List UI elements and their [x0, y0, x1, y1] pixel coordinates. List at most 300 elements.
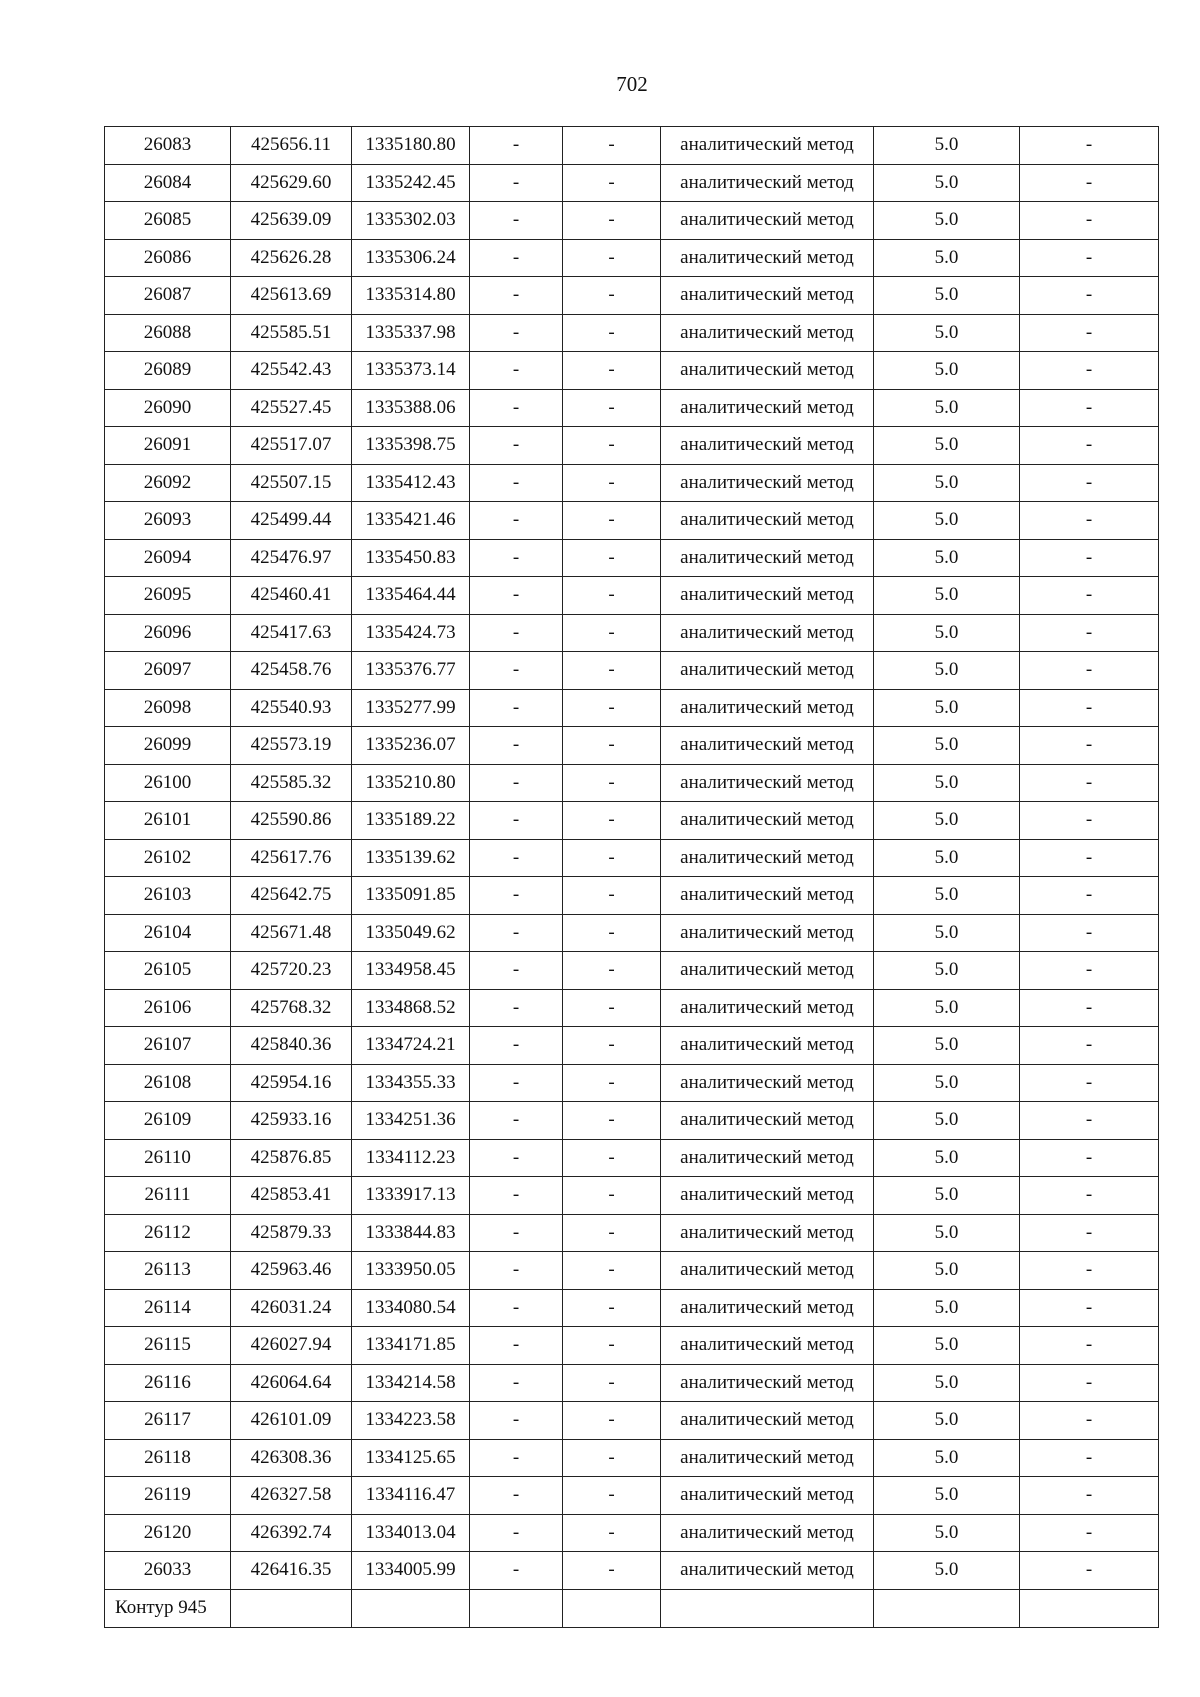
dash-cell: -: [563, 1327, 661, 1365]
method-cell: аналитический метод: [661, 314, 874, 352]
dash-cell: -: [470, 1289, 563, 1327]
dash-cell: -: [1020, 1477, 1159, 1515]
dash-cell: -: [1020, 802, 1159, 840]
dash-cell: -: [470, 989, 563, 1027]
y-coordinate-cell: 1335189.22: [352, 802, 470, 840]
method-cell: аналитический метод: [661, 127, 874, 165]
table-row: [105, 164, 1159, 202]
x-coordinate-cell: 425954.16: [231, 1064, 352, 1102]
dash-cell: -: [563, 1252, 661, 1290]
y-coordinate-cell: 1335180.80: [352, 127, 470, 165]
dash-cell: -: [563, 1289, 661, 1327]
method-cell: аналитический метод: [661, 1064, 874, 1102]
dash-cell: -: [1020, 464, 1159, 502]
dash-cell: -: [1020, 1139, 1159, 1177]
empty-cell: [874, 1589, 1020, 1627]
point-number-cell: 26117: [105, 1402, 231, 1440]
dash-cell: -: [563, 1102, 661, 1140]
method-cell: аналитический метод: [661, 1289, 874, 1327]
dash-cell: -: [563, 427, 661, 465]
accuracy-cell: 5.0: [874, 202, 1020, 240]
point-number-cell: 26089: [105, 352, 231, 390]
dash-cell: -: [1020, 1439, 1159, 1477]
x-coordinate-cell: 425527.45: [231, 389, 352, 427]
table-row: [105, 502, 1159, 540]
dash-cell: -: [1020, 1102, 1159, 1140]
x-coordinate-cell: 425507.15: [231, 464, 352, 502]
point-number-cell: 26033: [105, 1552, 231, 1590]
point-number-cell: 26099: [105, 727, 231, 765]
dash-cell: -: [563, 614, 661, 652]
empty-cell: [231, 1589, 352, 1627]
dash-cell: -: [470, 877, 563, 915]
dash-cell: -: [470, 1102, 563, 1140]
accuracy-cell: 5.0: [874, 689, 1020, 727]
dash-cell: -: [470, 1439, 563, 1477]
y-coordinate-cell: 1335450.83: [352, 539, 470, 577]
table-row: [105, 1439, 1159, 1477]
table-row: [105, 389, 1159, 427]
dash-cell: -: [563, 277, 661, 315]
method-cell: аналитический метод: [661, 1139, 874, 1177]
point-number-cell: 26107: [105, 1027, 231, 1065]
x-coordinate-cell: 425540.93: [231, 689, 352, 727]
dash-cell: -: [563, 1214, 661, 1252]
x-coordinate-cell: 425499.44: [231, 502, 352, 540]
x-coordinate-cell: 426416.35: [231, 1552, 352, 1590]
dash-cell: -: [1020, 202, 1159, 240]
x-coordinate-cell: 425629.60: [231, 164, 352, 202]
method-cell: аналитический метод: [661, 352, 874, 390]
y-coordinate-cell: 1335376.77: [352, 652, 470, 690]
method-cell: аналитический метод: [661, 764, 874, 802]
dash-cell: -: [563, 802, 661, 840]
table-row: [105, 1364, 1159, 1402]
dash-cell: -: [563, 1439, 661, 1477]
x-coordinate-cell: 425617.76: [231, 839, 352, 877]
dash-cell: -: [1020, 314, 1159, 352]
dash-cell: -: [1020, 352, 1159, 390]
point-number-cell: 26118: [105, 1439, 231, 1477]
method-cell: аналитический метод: [661, 1439, 874, 1477]
point-number-cell: 26100: [105, 764, 231, 802]
method-cell: аналитический метод: [661, 1214, 874, 1252]
table-row: [105, 989, 1159, 1027]
table-row: [105, 539, 1159, 577]
y-coordinate-cell: 1334958.45: [352, 952, 470, 990]
dash-cell: -: [563, 989, 661, 1027]
accuracy-cell: 5.0: [874, 1177, 1020, 1215]
x-coordinate-cell: 426031.24: [231, 1289, 352, 1327]
dash-cell: -: [1020, 539, 1159, 577]
dash-cell: -: [1020, 277, 1159, 315]
dash-cell: -: [1020, 727, 1159, 765]
dash-cell: -: [1020, 1327, 1159, 1365]
point-number-cell: 26087: [105, 277, 231, 315]
dash-cell: -: [470, 914, 563, 952]
dash-cell: -: [563, 1552, 661, 1590]
table-row: [105, 127, 1159, 165]
dash-cell: -: [1020, 1289, 1159, 1327]
method-cell: аналитический метод: [661, 389, 874, 427]
method-cell: аналитический метод: [661, 1252, 874, 1290]
table-row: [105, 614, 1159, 652]
dash-cell: -: [470, 1139, 563, 1177]
dash-cell: -: [470, 389, 563, 427]
dash-cell: -: [1020, 1214, 1159, 1252]
point-number-cell: 26112: [105, 1214, 231, 1252]
dash-cell: -: [563, 502, 661, 540]
accuracy-cell: 5.0: [874, 727, 1020, 765]
x-coordinate-cell: 426064.64: [231, 1364, 352, 1402]
x-coordinate-cell: 426308.36: [231, 1439, 352, 1477]
table-body: [105, 127, 1159, 1590]
dash-cell: -: [1020, 952, 1159, 990]
accuracy-cell: 5.0: [874, 127, 1020, 165]
method-cell: аналитический метод: [661, 239, 874, 277]
dash-cell: -: [563, 727, 661, 765]
point-number-cell: 26104: [105, 914, 231, 952]
table-row: [105, 1139, 1159, 1177]
dash-cell: -: [470, 239, 563, 277]
method-cell: аналитический метод: [661, 952, 874, 990]
table-row: [105, 652, 1159, 690]
y-coordinate-cell: 1334214.58: [352, 1364, 470, 1402]
x-coordinate-cell: 426101.09: [231, 1402, 352, 1440]
y-coordinate-cell: 1335242.45: [352, 164, 470, 202]
y-coordinate-cell: 1335210.80: [352, 764, 470, 802]
coordinates-table: [104, 126, 1159, 1628]
dash-cell: -: [470, 502, 563, 540]
table-row: [105, 427, 1159, 465]
contour-label: Контур 945: [105, 1589, 231, 1627]
table-row: [105, 1102, 1159, 1140]
dash-cell: -: [563, 1064, 661, 1102]
dash-cell: -: [563, 164, 661, 202]
table-row: [105, 952, 1159, 990]
dash-cell: -: [1020, 389, 1159, 427]
x-coordinate-cell: 425963.46: [231, 1252, 352, 1290]
x-coordinate-cell: 425590.86: [231, 802, 352, 840]
y-coordinate-cell: 1334355.33: [352, 1064, 470, 1102]
y-coordinate-cell: 1334116.47: [352, 1477, 470, 1515]
accuracy-cell: 5.0: [874, 352, 1020, 390]
point-number-cell: 26116: [105, 1364, 231, 1402]
table-row: [105, 239, 1159, 277]
y-coordinate-cell: 1334171.85: [352, 1327, 470, 1365]
method-cell: аналитический метод: [661, 1027, 874, 1065]
method-cell: аналитический метод: [661, 1514, 874, 1552]
x-coordinate-cell: 425613.69: [231, 277, 352, 315]
dash-cell: -: [470, 727, 563, 765]
dash-cell: -: [1020, 1064, 1159, 1102]
dash-cell: -: [470, 352, 563, 390]
point-number-cell: 26115: [105, 1327, 231, 1365]
dash-cell: -: [1020, 239, 1159, 277]
y-coordinate-cell: 1333950.05: [352, 1252, 470, 1290]
point-number-cell: 26097: [105, 652, 231, 690]
dash-cell: -: [563, 577, 661, 615]
y-coordinate-cell: 1335049.62: [352, 914, 470, 952]
dash-cell: -: [470, 614, 563, 652]
method-cell: аналитический метод: [661, 1102, 874, 1140]
point-number-cell: 26119: [105, 1477, 231, 1515]
point-number-cell: 26091: [105, 427, 231, 465]
method-cell: аналитический метод: [661, 1477, 874, 1515]
dash-cell: -: [1020, 427, 1159, 465]
table-row: [105, 839, 1159, 877]
method-cell: аналитический метод: [661, 427, 874, 465]
page-number: 702: [616, 72, 648, 96]
dash-cell: -: [563, 1364, 661, 1402]
dash-cell: -: [470, 577, 563, 615]
empty-cell: [352, 1589, 470, 1627]
y-coordinate-cell: 1334724.21: [352, 1027, 470, 1065]
point-number-cell: 26105: [105, 952, 231, 990]
point-number-cell: 26096: [105, 614, 231, 652]
dash-cell: -: [470, 839, 563, 877]
dash-cell: -: [470, 1364, 563, 1402]
accuracy-cell: 5.0: [874, 1402, 1020, 1440]
dash-cell: -: [1020, 1514, 1159, 1552]
y-coordinate-cell: 1335091.85: [352, 877, 470, 915]
x-coordinate-cell: 425671.48: [231, 914, 352, 952]
x-coordinate-cell: 425639.09: [231, 202, 352, 240]
table-row: [105, 1289, 1159, 1327]
dash-cell: -: [470, 1402, 563, 1440]
method-cell: аналитический метод: [661, 1364, 874, 1402]
dash-cell: -: [470, 1214, 563, 1252]
point-number-cell: 26103: [105, 877, 231, 915]
table-row: [105, 802, 1159, 840]
point-number-cell: 26095: [105, 577, 231, 615]
dash-cell: -: [470, 1552, 563, 1590]
y-coordinate-cell: 1334125.65: [352, 1439, 470, 1477]
dash-cell: -: [563, 914, 661, 952]
accuracy-cell: 5.0: [874, 502, 1020, 540]
point-number-cell: 26094: [105, 539, 231, 577]
dash-cell: -: [563, 1139, 661, 1177]
dash-cell: -: [470, 1514, 563, 1552]
accuracy-cell: 5.0: [874, 614, 1020, 652]
dash-cell: -: [1020, 764, 1159, 802]
dash-cell: -: [470, 1177, 563, 1215]
accuracy-cell: 5.0: [874, 839, 1020, 877]
x-coordinate-cell: 426392.74: [231, 1514, 352, 1552]
method-cell: аналитический метод: [661, 689, 874, 727]
point-number-cell: 26092: [105, 464, 231, 502]
empty-cell: [470, 1589, 563, 1627]
x-coordinate-cell: 425768.32: [231, 989, 352, 1027]
accuracy-cell: 5.0: [874, 1064, 1020, 1102]
dash-cell: -: [563, 1477, 661, 1515]
accuracy-cell: 5.0: [874, 652, 1020, 690]
point-number-cell: 26111: [105, 1177, 231, 1215]
contour-row: [105, 1589, 1159, 1627]
dash-cell: -: [563, 689, 661, 727]
method-cell: аналитический метод: [661, 577, 874, 615]
accuracy-cell: 5.0: [874, 577, 1020, 615]
point-number-cell: 26086: [105, 239, 231, 277]
method-cell: аналитический метод: [661, 277, 874, 315]
table-row: [105, 1327, 1159, 1365]
accuracy-cell: 5.0: [874, 1514, 1020, 1552]
method-cell: аналитический метод: [661, 877, 874, 915]
accuracy-cell: 5.0: [874, 1552, 1020, 1590]
y-coordinate-cell: 1335337.98: [352, 314, 470, 352]
accuracy-cell: 5.0: [874, 464, 1020, 502]
point-number-cell: 26085: [105, 202, 231, 240]
x-coordinate-cell: 425879.33: [231, 1214, 352, 1252]
y-coordinate-cell: 1333844.83: [352, 1214, 470, 1252]
dash-cell: -: [470, 427, 563, 465]
dash-cell: -: [563, 1514, 661, 1552]
point-number-cell: 26088: [105, 314, 231, 352]
table-row: [105, 914, 1159, 952]
y-coordinate-cell: 1334005.99: [352, 1552, 470, 1590]
point-number-cell: 26108: [105, 1064, 231, 1102]
dash-cell: -: [563, 202, 661, 240]
dash-cell: -: [470, 464, 563, 502]
dash-cell: -: [563, 1402, 661, 1440]
y-coordinate-cell: 1335302.03: [352, 202, 470, 240]
method-cell: аналитический метод: [661, 727, 874, 765]
y-coordinate-cell: 1334112.23: [352, 1139, 470, 1177]
point-number-cell: 26093: [105, 502, 231, 540]
accuracy-cell: 5.0: [874, 914, 1020, 952]
accuracy-cell: 5.0: [874, 952, 1020, 990]
method-cell: аналитический метод: [661, 539, 874, 577]
table-row: [105, 689, 1159, 727]
y-coordinate-cell: 1335388.06: [352, 389, 470, 427]
y-coordinate-cell: 1333917.13: [352, 1177, 470, 1215]
x-coordinate-cell: 425417.63: [231, 614, 352, 652]
accuracy-cell: 5.0: [874, 1214, 1020, 1252]
y-coordinate-cell: 1335306.24: [352, 239, 470, 277]
dash-cell: -: [1020, 914, 1159, 952]
x-coordinate-cell: 425876.85: [231, 1139, 352, 1177]
dash-cell: -: [1020, 877, 1159, 915]
accuracy-cell: 5.0: [874, 877, 1020, 915]
accuracy-cell: 5.0: [874, 1327, 1020, 1365]
dash-cell: -: [470, 1327, 563, 1365]
empty-cell: [661, 1589, 874, 1627]
y-coordinate-cell: 1335464.44: [352, 577, 470, 615]
accuracy-cell: 5.0: [874, 1289, 1020, 1327]
dash-cell: -: [1020, 127, 1159, 165]
y-coordinate-cell: 1335421.46: [352, 502, 470, 540]
dash-cell: -: [1020, 689, 1159, 727]
point-number-cell: 26106: [105, 989, 231, 1027]
x-coordinate-cell: 425840.36: [231, 1027, 352, 1065]
dash-cell: -: [563, 1177, 661, 1215]
point-number-cell: 26101: [105, 802, 231, 840]
dash-cell: -: [470, 277, 563, 315]
point-number-cell: 26098: [105, 689, 231, 727]
method-cell: аналитический метод: [661, 502, 874, 540]
method-cell: аналитический метод: [661, 164, 874, 202]
dash-cell: -: [1020, 652, 1159, 690]
dash-cell: -: [470, 652, 563, 690]
accuracy-cell: 5.0: [874, 277, 1020, 315]
method-cell: аналитический метод: [661, 1327, 874, 1365]
y-coordinate-cell: 1334251.36: [352, 1102, 470, 1140]
y-coordinate-cell: 1334223.58: [352, 1402, 470, 1440]
dash-cell: -: [563, 652, 661, 690]
y-coordinate-cell: 1334868.52: [352, 989, 470, 1027]
x-coordinate-cell: 426027.94: [231, 1327, 352, 1365]
x-coordinate-cell: 425517.07: [231, 427, 352, 465]
accuracy-cell: 5.0: [874, 1102, 1020, 1140]
table-row: [105, 764, 1159, 802]
table-row: [105, 202, 1159, 240]
dash-cell: -: [470, 1064, 563, 1102]
dash-cell: -: [563, 352, 661, 390]
method-cell: аналитический метод: [661, 839, 874, 877]
dash-cell: -: [563, 539, 661, 577]
method-cell: аналитический метод: [661, 614, 874, 652]
dash-cell: -: [1020, 164, 1159, 202]
dash-cell: -: [1020, 614, 1159, 652]
method-cell: аналитический метод: [661, 914, 874, 952]
table-row: [105, 1252, 1159, 1290]
point-number-cell: 26114: [105, 1289, 231, 1327]
dash-cell: -: [563, 464, 661, 502]
table-row: [105, 577, 1159, 615]
dash-cell: -: [470, 1477, 563, 1515]
dash-cell: -: [1020, 502, 1159, 540]
dash-cell: -: [1020, 839, 1159, 877]
point-number-cell: 26109: [105, 1102, 231, 1140]
table-row: [105, 1514, 1159, 1552]
x-coordinate-cell: 425573.19: [231, 727, 352, 765]
accuracy-cell: 5.0: [874, 1477, 1020, 1515]
accuracy-cell: 5.0: [874, 1252, 1020, 1290]
method-cell: аналитический метод: [661, 1177, 874, 1215]
table-row: [105, 1477, 1159, 1515]
method-cell: аналитический метод: [661, 1402, 874, 1440]
dash-cell: -: [470, 164, 563, 202]
accuracy-cell: 5.0: [874, 239, 1020, 277]
dash-cell: -: [563, 839, 661, 877]
y-coordinate-cell: 1335236.07: [352, 727, 470, 765]
dash-cell: -: [470, 314, 563, 352]
x-coordinate-cell: 425642.75: [231, 877, 352, 915]
x-coordinate-cell: 426327.58: [231, 1477, 352, 1515]
dash-cell: -: [1020, 577, 1159, 615]
point-number-cell: 26090: [105, 389, 231, 427]
dash-cell: -: [1020, 989, 1159, 1027]
point-number-cell: 26102: [105, 839, 231, 877]
method-cell: аналитический метод: [661, 802, 874, 840]
method-cell: аналитический метод: [661, 464, 874, 502]
y-coordinate-cell: 1335314.80: [352, 277, 470, 315]
point-number-cell: 26083: [105, 127, 231, 165]
accuracy-cell: 5.0: [874, 1139, 1020, 1177]
x-coordinate-cell: 425542.43: [231, 352, 352, 390]
dash-cell: -: [1020, 1402, 1159, 1440]
accuracy-cell: 5.0: [874, 427, 1020, 465]
table-row: [105, 464, 1159, 502]
table-row: [105, 352, 1159, 390]
dash-cell: -: [563, 127, 661, 165]
empty-cell: [1020, 1589, 1159, 1627]
y-coordinate-cell: 1335424.73: [352, 614, 470, 652]
y-coordinate-cell: 1335398.75: [352, 427, 470, 465]
table-row: [105, 1177, 1159, 1215]
dash-cell: -: [470, 127, 563, 165]
accuracy-cell: 5.0: [874, 1027, 1020, 1065]
